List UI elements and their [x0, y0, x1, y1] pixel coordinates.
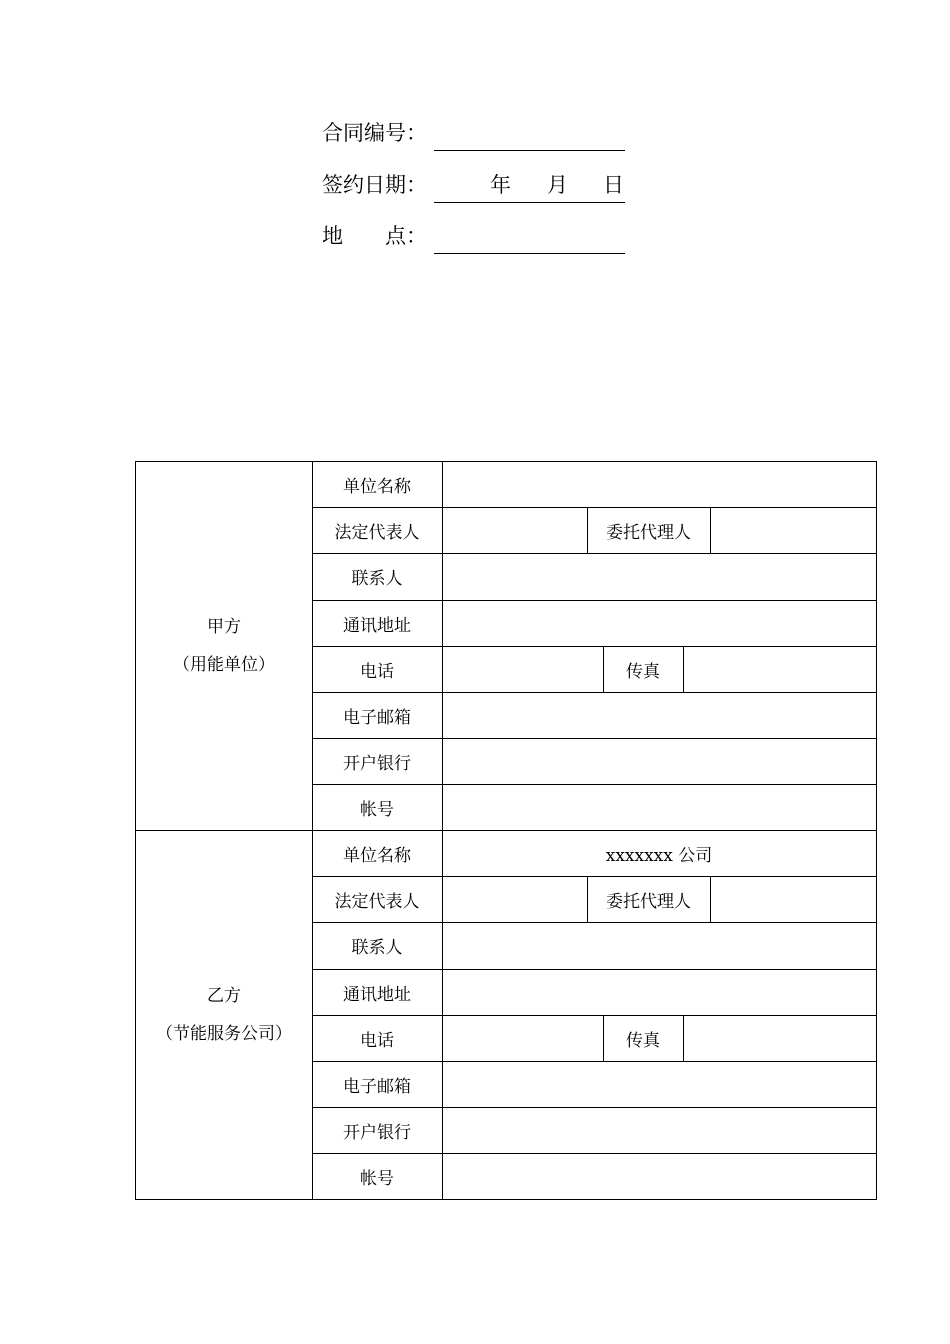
party-b-bank-field[interactable]	[442, 1107, 876, 1153]
party-b-agent-field[interactable]	[710, 876, 876, 922]
party-info-table	[135, 461, 877, 1200]
contract-number-label: 合同编号：	[322, 121, 427, 145]
party-a-phone-field[interactable]	[442, 646, 603, 692]
party-a-fax-field[interactable]	[683, 646, 876, 692]
party-b-fax-label: 传真	[626, 1030, 660, 1051]
party-a-cell	[136, 462, 312, 830]
place-underline	[434, 253, 625, 254]
party-a-agent-label: 委托代理人	[606, 522, 691, 543]
party-b-unit-name-field[interactable]: xxxxxxx 公司	[605, 845, 713, 866]
party-a-unit-name-field[interactable]	[442, 462, 876, 507]
party-b-legal-rep-field[interactable]	[442, 876, 587, 922]
party-b-name: 乙方	[207, 985, 241, 1006]
party-a-legal-rep-field[interactable]	[442, 507, 587, 553]
party-b-account-label: 帐号	[360, 1168, 394, 1189]
party-b-address-field[interactable]	[442, 969, 876, 1015]
party-a-account-field[interactable]	[442, 784, 876, 830]
sign-date-underline	[434, 202, 625, 203]
contract-number-underline	[434, 150, 625, 151]
contract-number-row	[322, 118, 632, 152]
party-a-unit-name-label: 单位名称	[343, 477, 411, 497]
party-b-fax-field[interactable]	[683, 1015, 876, 1061]
party-b-unit-name-label: 单位名称	[343, 845, 411, 866]
party-a-bank-field[interactable]	[442, 738, 876, 784]
party-a-address-field[interactable]	[442, 600, 876, 646]
party-b-contact-label: 联系人	[351, 938, 403, 958]
party-b-bank-label: 开户银行	[343, 1122, 411, 1143]
date-month-label: 月	[547, 173, 568, 197]
party-b-email-label: 电子邮箱	[343, 1076, 411, 1097]
party-a-email-label: 电子邮箱	[343, 707, 411, 728]
party-a-address-label: 通讯地址	[343, 615, 411, 636]
party-b-email-field[interactable]	[442, 1061, 876, 1107]
place-label: 地 点：	[322, 224, 427, 248]
party-b-phone-field[interactable]	[442, 1015, 603, 1061]
party-b-account-field[interactable]	[442, 1153, 876, 1199]
party-b-cell	[136, 830, 312, 1199]
party-b-agent-label: 委托代理人	[606, 891, 691, 912]
party-a-fax-label: 传真	[626, 661, 660, 682]
party-b-role: （节能服务公司）	[156, 1023, 292, 1044]
party-b-phone-label: 电话	[360, 1030, 394, 1051]
party-a-bank-label: 开户银行	[343, 753, 411, 774]
party-a-role: （用能单位）	[173, 655, 275, 675]
party-b-contact-field[interactable]	[442, 922, 876, 969]
party-a-phone-label: 电话	[360, 661, 394, 682]
sign-date-row	[322, 170, 632, 204]
sign-date-label: 签约日期：	[322, 173, 427, 197]
party-a-account-label: 帐号	[360, 799, 394, 820]
date-year-label: 年	[490, 173, 511, 197]
party-a-email-field[interactable]	[442, 692, 876, 738]
place-row	[322, 221, 632, 255]
party-a-name: 甲方	[207, 617, 241, 637]
party-b-address-label: 通讯地址	[343, 984, 411, 1005]
party-a-contact-field[interactable]	[442, 553, 876, 600]
party-a-agent-field[interactable]	[710, 507, 876, 553]
party-a-contact-label: 联系人	[351, 569, 403, 589]
party-b-legal-rep-label: 法定代表人	[334, 891, 420, 912]
party-a-legal-rep-label: 法定代表人	[334, 522, 420, 543]
date-day-label: 日	[603, 173, 624, 197]
